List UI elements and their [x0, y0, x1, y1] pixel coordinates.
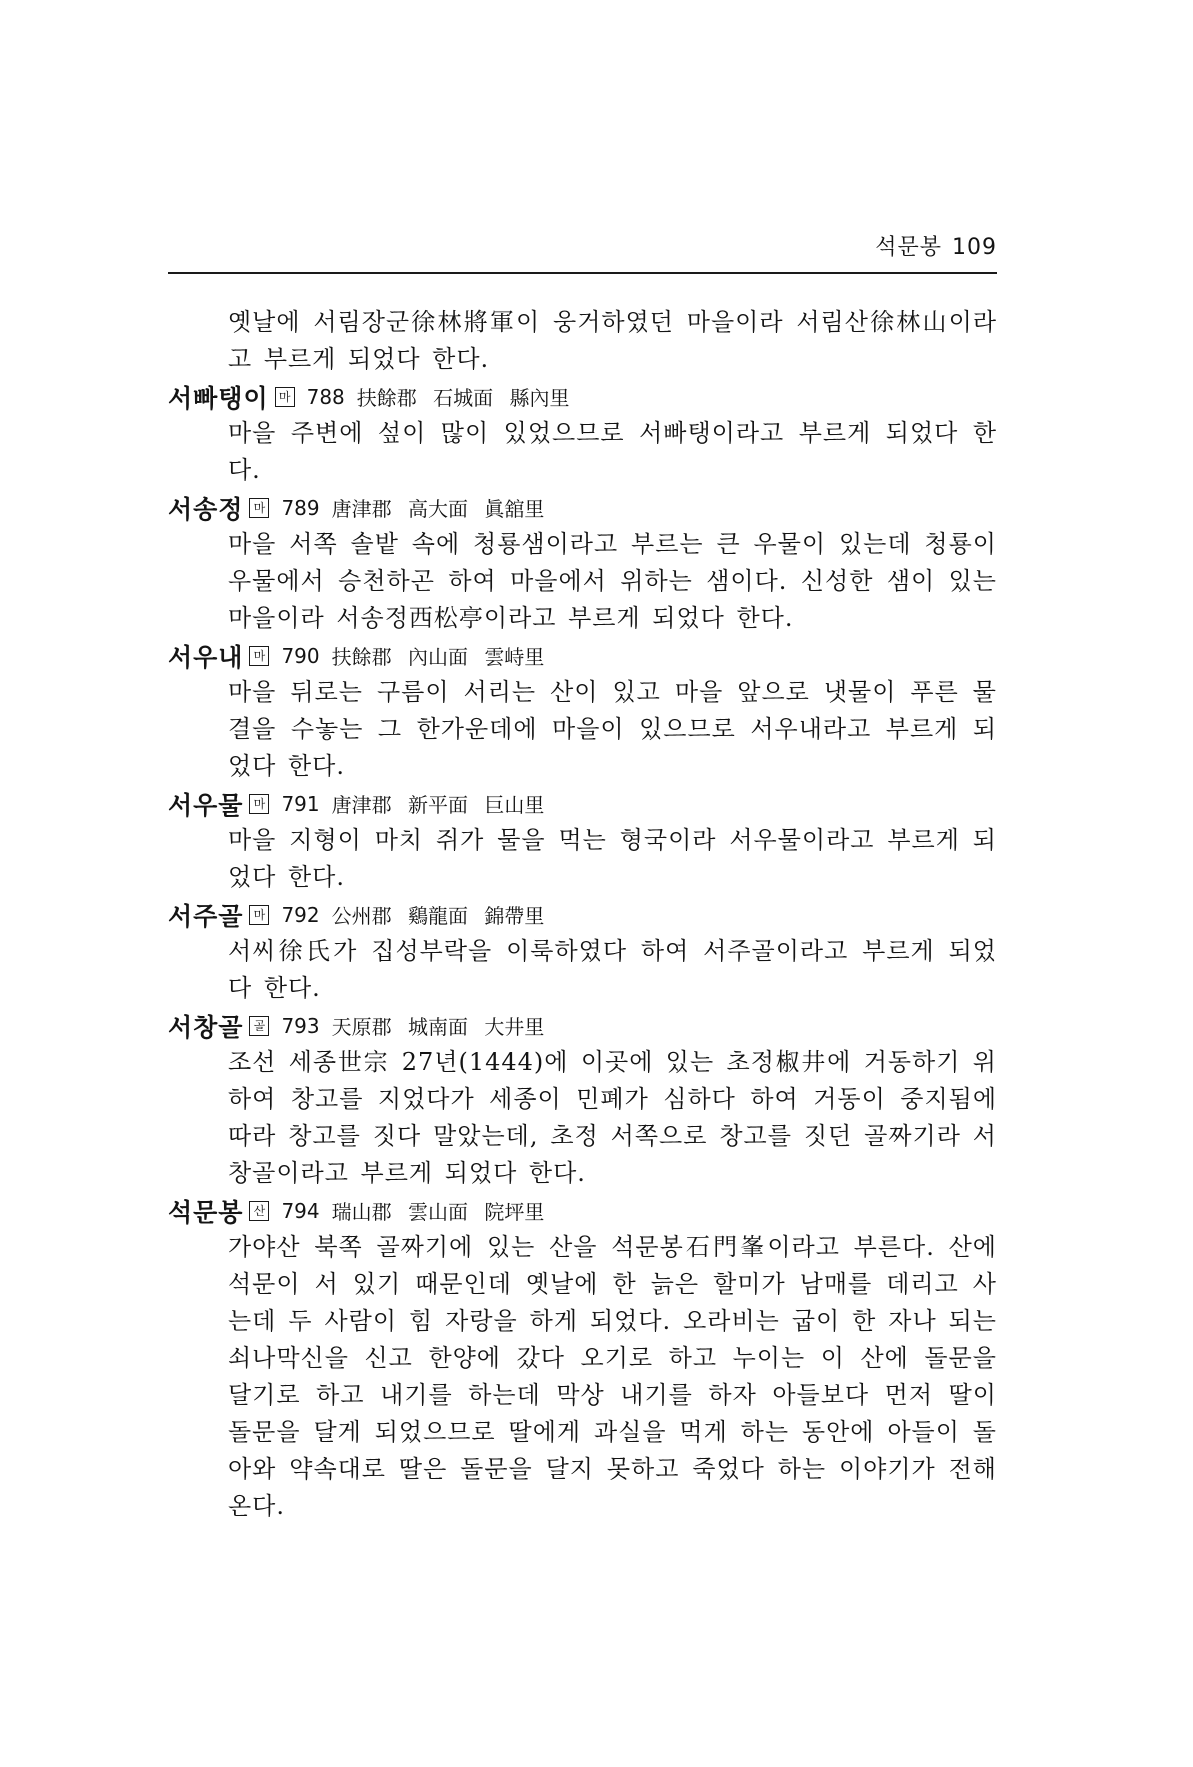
entry-791	[168, 785, 997, 896]
entry-792	[168, 896, 997, 1007]
entry-number: 789	[281, 495, 320, 520]
section-title: 석문봉	[875, 235, 942, 260]
place-type-badge: 마	[249, 905, 269, 925]
entry-title: 석문봉	[168, 1197, 244, 1227]
entry-location: 公州郡 鷄龍面 錦帶里	[331, 904, 545, 928]
entry-title: 서송정	[168, 494, 244, 524]
header-rule	[168, 272, 997, 274]
entry-title: 서창골	[168, 1012, 244, 1042]
entry-location: 唐津郡 新平面 巨山里	[331, 793, 545, 817]
entry-788	[168, 378, 997, 489]
entry-790	[168, 637, 997, 785]
entry-description: 마을 서쪽 솔밭 속에 청룡샘이라고 부르는 큰 우물이 있는데 청룡이 우물에서 승천하곤 하여 마을에서 위하는 샘이다. 신성한 샘이 있는 마을이라 서송정西松亭이라고 부르게 되었다 한다.	[228, 530, 997, 632]
place-type-badge: 마	[249, 646, 269, 666]
place-type-badge: 골	[249, 1016, 269, 1036]
entry-location: 瑞山郡 雲山面 院坪里	[331, 1200, 545, 1224]
entry-description: 조선 세종世宗 27년(1444)에 이곳에 있는 초정椒井에 거동하기 위하여 창고를 지었다가 세종이 민폐가 심하다 하여 거동이 중지됨에 따라 창고를 짓다 말았는데, 초정 서쪽으로 창고를 짓던 골짜기라 서창골이라고 부르게 되었다 한다.	[228, 1048, 997, 1187]
entry-description: 서씨徐氏가 집성부락을 이룩하였다 하여 서주골이라고 부르게 되었다 한다.	[228, 937, 997, 1002]
entry-heading	[168, 785, 997, 822]
place-type-badge: 마	[249, 498, 269, 518]
entry-heading	[168, 378, 997, 415]
entry-description: 마을 주변에 섶이 많이 있었으므로 서빠탱이라고 부르게 되었다 한다.	[228, 419, 997, 484]
entry-number: 792	[281, 902, 320, 927]
entry-number: 793	[281, 1013, 320, 1038]
entry-location: 天原郡 城南面 大井里	[331, 1015, 545, 1039]
entry-789	[168, 489, 997, 637]
entry-heading	[168, 489, 997, 526]
entry-location: 扶餘郡 內山面 雲峙里	[331, 645, 545, 669]
entry-title: 서빠탱이	[168, 383, 269, 413]
intro-paragraph: 옛날에 서림장군徐林將軍이 웅거하였던 마을이라 서림산徐林山이라고 부르게 되었다 한다.	[228, 308, 997, 373]
running-head	[168, 230, 997, 261]
entry-description: 마을 뒤로는 구름이 서리는 산이 있고 마을 앞으로 냇물이 푸른 물결을 수놓는 그 한가운데에 마을이 있으므로 서우내라고 부르게 되었다 한다.	[228, 678, 997, 780]
entry-description: 가야산 북쪽 골짜기에 있는 산을 석문봉石門峯이라고 부른다. 산에 석문이 서 있기 때문인데 옛날에 한 늙은 할미가 남매를 데리고 사는데 두 사람이 힘 자랑을 하게 되었다. 오라비는 굽이 한 자나 되는 쇠나막신을 신고 한양에 갔다 오기로 하고 누이는 이 산에 돌문을 달기로 하고 내기를 하는데 막상 내기를 하자 아들보다 먼저 딸이 돌문을 달게 되었으므로 딸에게 과실을 먹게 하는 동안에 아들이 돌아와 약속대로 딸은 돌문을 달지 못하고 죽었다 하는 이야기가 전해온다.	[228, 1233, 997, 1520]
entry-location: 扶餘郡 石城面 縣內里	[356, 386, 570, 410]
entry-number: 791	[281, 791, 320, 816]
place-type-badge: 마	[249, 794, 269, 814]
entry-description: 마을 지형이 마치 쥐가 물을 먹는 형국이라 서우물이라고 부르게 되었다 한다.	[228, 826, 997, 891]
entry-heading	[168, 1007, 997, 1044]
entry-heading	[168, 1192, 997, 1229]
entry-location: 唐津郡 高大面 眞舘里	[331, 497, 545, 521]
entry-title: 서우내	[168, 642, 244, 672]
place-type-badge: 마	[275, 387, 295, 407]
entry-title: 서주골	[168, 901, 244, 931]
entry-number: 794	[281, 1198, 320, 1223]
entry-number: 790	[281, 643, 320, 668]
entry-794	[168, 1192, 997, 1525]
place-type-badge: 산	[249, 1201, 269, 1221]
entry-number: 788	[306, 384, 345, 409]
entry-heading	[168, 896, 997, 933]
entry-793	[168, 1007, 997, 1192]
entry-heading	[168, 637, 997, 674]
page-number: 109	[952, 235, 997, 260]
page-body	[168, 304, 997, 1525]
entry-title: 서우물	[168, 790, 244, 820]
